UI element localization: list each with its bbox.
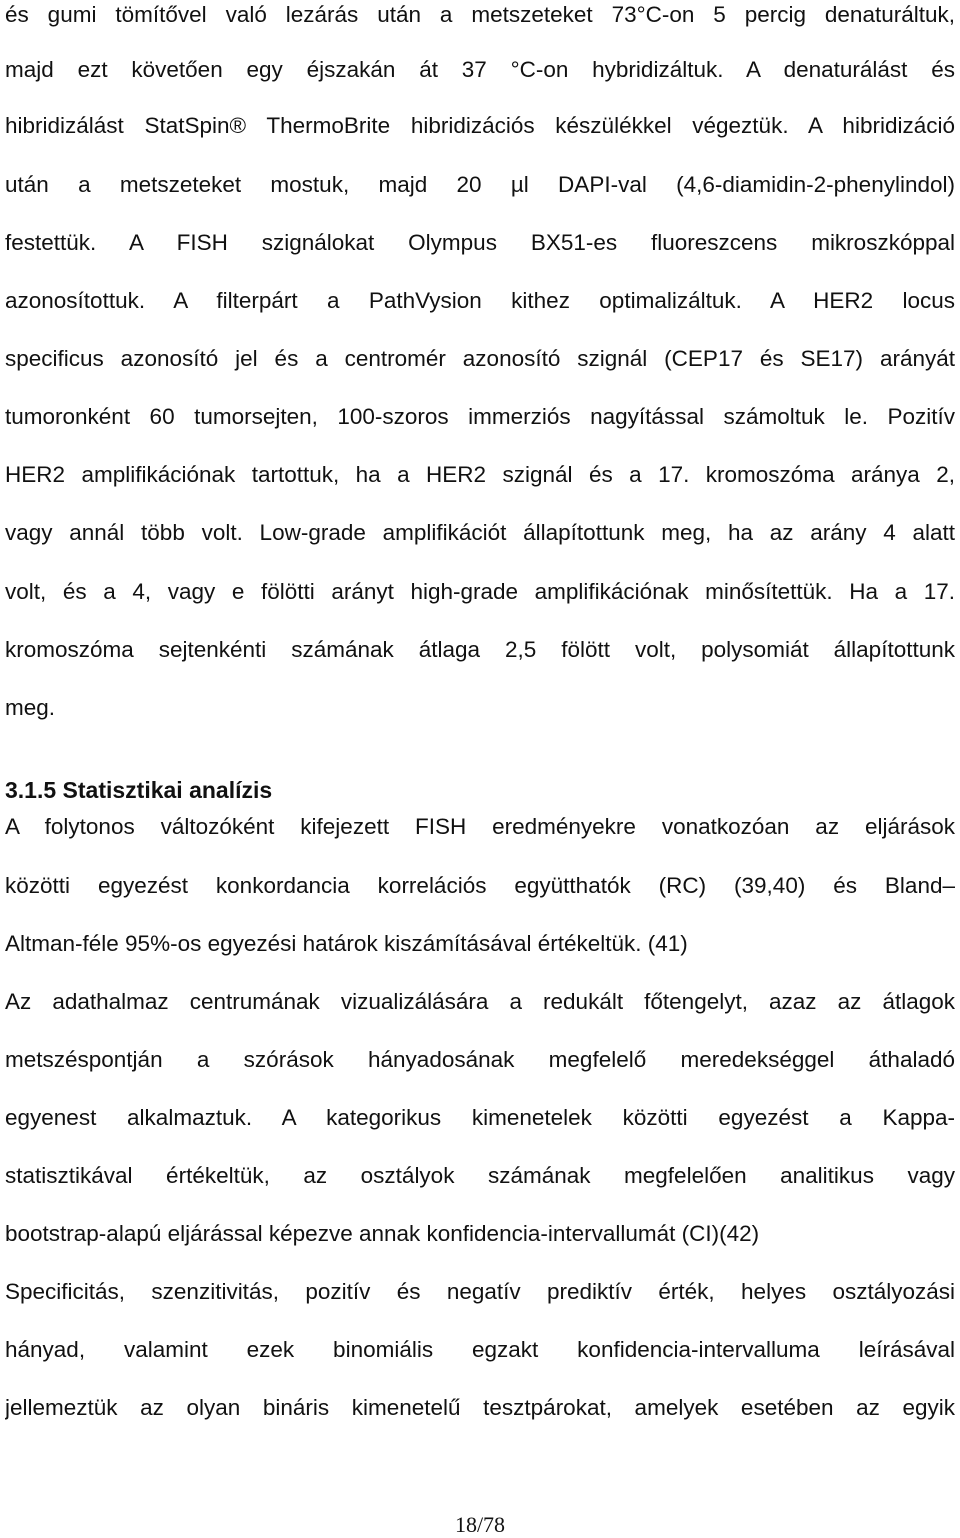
page-number: 18/78 — [454, 1512, 506, 1537]
text-line: A folytonos változóként kifejezett FISH eredményekre vonatkozóan az eljárások — [5, 814, 955, 839]
text-line: közötti egyezést konkordancia korrelációs együtthatók (RC) (39,40) és Bland– — [5, 873, 955, 898]
section-heading — [5, 775, 955, 805]
text-line: hibridizálást StatSpin® ThermoBrite hibridizációs készülékkel végeztük. A hibridizáció — [5, 113, 955, 138]
text-line: meg. — [5, 695, 56, 720]
text-line: azonosítottuk. A filterpárt a PathVysion kithez optimalizáltuk. A HER2 locus — [5, 288, 955, 313]
text-line: HER2 amplifikációnak tartottuk, ha a HER2 szignál és a 17. kromoszóma aránya 2, — [5, 462, 955, 487]
text-line: festettük. A FISH szignálokat Olympus BX51-es fluoreszcens mikroszkóppal — [5, 230, 955, 255]
text-line: egyenest alkalmaztuk. A kategorikus kimenetelek közötti egyezést a Kappa- — [5, 1105, 955, 1130]
text-line: kromoszóma sejtenkénti számának átlaga 2,5 fölött volt, polysomiát állapítottunk — [5, 637, 955, 662]
text-line: majd ezt követően egy éjszakán át 37 °C-on hybridizáltuk. A denaturálást és — [5, 57, 955, 82]
text-line: Altman-féle 95%-os egyezési határok kiszámításával értékeltük. (41) — [5, 931, 688, 956]
section-title: Statisztikai analízis — [62, 777, 273, 803]
text-line: hányad, valamint ezek binomiális egzakt konfidencia-intervalluma leírásával — [5, 1337, 955, 1362]
section-number: 3.1.5 — [5, 777, 57, 803]
text-line: bootstrap-alapú eljárással képezve annak konfidencia-intervallumát (CI)(42) — [5, 1221, 760, 1246]
text-line: specificus azonosító jel és a centromér azonosító szignál (CEP17 és SE17) arányát — [5, 346, 955, 371]
text-line: jellemeztük az olyan bináris kimenetelű tesztpárokat, amelyek esetében az egyik — [5, 1395, 955, 1420]
text-line: után a metszeteket mostuk, majd 20 µl DAPI-val (4,6-diamidin-2-phenylindol) — [5, 172, 955, 197]
text-line: metszéspontján a szórások hányadosának megfelelő meredekséggel áthaladó — [5, 1047, 955, 1072]
text-line: vagy annál több volt. Low-grade amplifikációt állapítottunk meg, ha az arány 4 alatt — [5, 520, 955, 545]
text-line: volt, és a 4, vagy e fölötti arányt high-grade amplifikációnak minősítettük. Ha a 17. — [5, 579, 955, 604]
text-line: és gumi tömítővel való lezárás után a metszeteket 73°C-on 5 percig denaturáltuk, — [5, 2, 955, 27]
text-line: Az adathalmaz centrumának vizualizálására a redukált főtengelyt, azaz az átlagok — [5, 989, 955, 1014]
text-line: Specificitás, szenzitivitás, pozitív és negatív prediktív érték, helyes osztályozási — [5, 1279, 955, 1304]
text-line: statisztikával értékeltük, az osztályok számának megfelelően analitikus vagy — [5, 1163, 955, 1188]
text-line: tumoronként 60 tumorsejten, 100-szoros immerziós nagyítással számoltuk le. Pozitív — [5, 404, 955, 429]
